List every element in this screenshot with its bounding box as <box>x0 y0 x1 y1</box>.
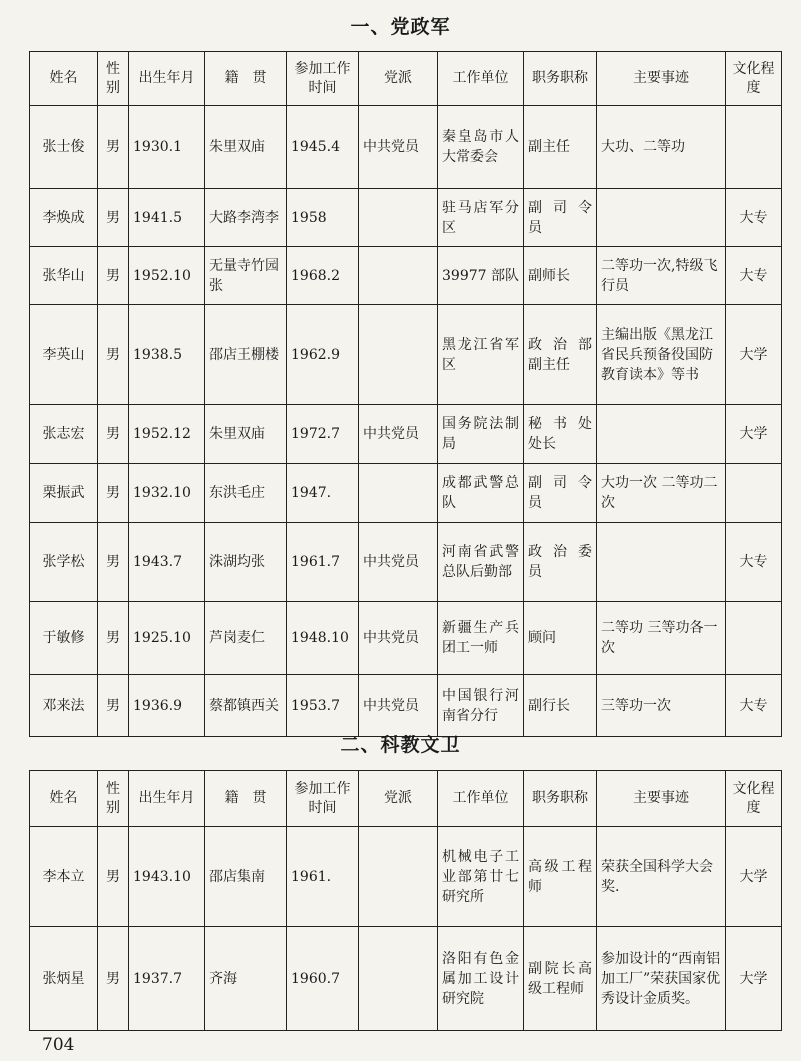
cell-name: 张士俊 <box>30 106 98 189</box>
cell-native-place: 东洪毛庄 <box>205 464 287 523</box>
cell-work-unit: 秦皇岛市人大常委会 <box>438 106 524 189</box>
cell-native-place: 无量寺竹园张 <box>205 247 287 305</box>
cell-native-place: 朱里双庙 <box>205 405 287 464</box>
header-work-unit: 工作单位 <box>438 52 524 106</box>
cell-birth: 1952.10 <box>129 247 205 305</box>
cell-native-place: 蔡都镇西关 <box>205 675 287 737</box>
cell-work-unit: 驻马店军分区 <box>438 189 524 247</box>
cell-achievements <box>597 189 726 247</box>
cell-position: 顾问 <box>524 602 597 675</box>
cell-position: 政 治 部副主任 <box>524 305 597 405</box>
cell-name: 李焕成 <box>30 189 98 247</box>
cell-work-unit: 新疆生产兵团工一师 <box>438 602 524 675</box>
table-party-government-military <box>29 51 782 737</box>
header-work-start: 参加工作时间 <box>287 52 359 106</box>
cell-birth: 1937.7 <box>129 927 205 1031</box>
cell-party: 中共党员 <box>359 405 438 464</box>
cell-education: 大专 <box>726 247 782 305</box>
cell-party <box>359 189 438 247</box>
cell-achievements: 大功、二等功 <box>597 106 726 189</box>
header-position: 职务职称 <box>524 771 597 827</box>
cell-education: 大专 <box>726 675 782 737</box>
cell-name: 李英山 <box>30 305 98 405</box>
cell-work-start: 1961. <box>287 827 359 927</box>
cell-party: 中共党员 <box>359 602 438 675</box>
cell-name: 张华山 <box>30 247 98 305</box>
cell-native-place: 大路李湾李 <box>205 189 287 247</box>
cell-name: 张志宏 <box>30 405 98 464</box>
cell-position: 副行长 <box>524 675 597 737</box>
header-position: 职务职称 <box>524 52 597 106</box>
table-body <box>30 827 782 1031</box>
cell-birth: 1943.10 <box>129 827 205 927</box>
cell-work-start: 1958 <box>287 189 359 247</box>
header-work-unit: 工作单位 <box>438 771 524 827</box>
cell-sex: 男 <box>98 675 129 737</box>
cell-sex: 男 <box>98 405 129 464</box>
cell-work-unit: 成都武警总队 <box>438 464 524 523</box>
cell-work-start: 1968.2 <box>287 247 359 305</box>
cell-position: 副 司 令员 <box>524 464 597 523</box>
table-body <box>30 106 782 737</box>
cell-work-unit: 39977 部队 <box>438 247 524 305</box>
cell-work-start: 1961.7 <box>287 523 359 602</box>
header-education: 文化程度 <box>726 52 782 106</box>
table-row <box>30 675 782 737</box>
page-number: 704 <box>42 1035 75 1055</box>
header-achievements: 主要事迹 <box>597 771 726 827</box>
cell-work-start: 1953.7 <box>287 675 359 737</box>
header-name: 姓名 <box>30 771 98 827</box>
table-row <box>30 106 782 189</box>
cell-education: 大学 <box>726 305 782 405</box>
cell-position: 副院长高级工程师 <box>524 927 597 1031</box>
cell-birth: 1952.12 <box>129 405 205 464</box>
cell-native-place: 朱里双庙 <box>205 106 287 189</box>
cell-work-unit: 黑龙江省军区 <box>438 305 524 405</box>
cell-achievements: 主编出版《黑龙江省民兵预备役国防教育读本》等书 <box>597 305 726 405</box>
header-sex: 性别 <box>98 52 129 106</box>
table-row <box>30 189 782 247</box>
cell-work-start: 1962.9 <box>287 305 359 405</box>
cell-position: 政 治 委员 <box>524 523 597 602</box>
header-achievements: 主要事迹 <box>597 52 726 106</box>
header-education: 文化程度 <box>726 771 782 827</box>
cell-work-unit: 中国银行河南省分行 <box>438 675 524 737</box>
cell-work-unit: 河南省武警总队后勤部 <box>438 523 524 602</box>
cell-sex: 男 <box>98 523 129 602</box>
cell-native-place: 邵店集南 <box>205 827 287 927</box>
cell-birth: 1943.7 <box>129 523 205 602</box>
cell-achievements <box>597 405 726 464</box>
cell-work-start: 1945.4 <box>287 106 359 189</box>
cell-name: 张学松 <box>30 523 98 602</box>
header-sex: 性别 <box>98 771 129 827</box>
cell-achievements <box>597 523 726 602</box>
cell-achievements: 大功一次 二等功二次 <box>597 464 726 523</box>
cell-party: 中共党员 <box>359 106 438 189</box>
header-native-place: 籍 贯 <box>205 52 287 106</box>
cell-sex: 男 <box>98 602 129 675</box>
cell-work-unit: 洛阳有色金属加工设计研究院 <box>438 927 524 1031</box>
cell-native-place: 芦岗麦仁 <box>205 602 287 675</box>
table-row <box>30 523 782 602</box>
header-work-start: 参加工作时间 <box>287 771 359 827</box>
cell-work-start: 1948.10 <box>287 602 359 675</box>
table-row <box>30 305 782 405</box>
table-row <box>30 464 782 523</box>
table-row <box>30 247 782 305</box>
header-name: 姓名 <box>30 52 98 106</box>
cell-birth: 1938.5 <box>129 305 205 405</box>
cell-education: 大学 <box>726 927 782 1031</box>
cell-sex: 男 <box>98 247 129 305</box>
cell-native-place: 邵店王棚楼 <box>205 305 287 405</box>
cell-work-unit: 国务院法制局 <box>438 405 524 464</box>
cell-position: 副师长 <box>524 247 597 305</box>
cell-position: 副主任 <box>524 106 597 189</box>
table-row <box>30 405 782 464</box>
cell-birth: 1930.1 <box>129 106 205 189</box>
cell-party <box>359 827 438 927</box>
table-row <box>30 602 782 675</box>
header-party: 党派 <box>359 771 438 827</box>
cell-name: 李本立 <box>30 827 98 927</box>
cell-education <box>726 602 782 675</box>
table-science-education-culture-health <box>29 770 782 1031</box>
cell-name: 栗振武 <box>30 464 98 523</box>
cell-sex: 男 <box>98 106 129 189</box>
cell-work-start: 1972.7 <box>287 405 359 464</box>
header-native-place: 籍 贯 <box>205 771 287 827</box>
cell-name: 于敏修 <box>30 602 98 675</box>
cell-position: 副 司 令员 <box>524 189 597 247</box>
table-row <box>30 827 782 927</box>
cell-sex: 男 <box>98 464 129 523</box>
cell-education: 大专 <box>726 523 782 602</box>
section-title-1: 一、党政军 <box>350 16 451 38</box>
cell-work-start: 1960.7 <box>287 927 359 1031</box>
header-party: 党派 <box>359 52 438 106</box>
cell-name: 邓来法 <box>30 675 98 737</box>
cell-birth: 1932.10 <box>129 464 205 523</box>
cell-sex: 男 <box>98 189 129 247</box>
cell-party <box>359 247 438 305</box>
cell-position: 高级工程师 <box>524 827 597 927</box>
cell-name: 张炳星 <box>30 927 98 1031</box>
cell-party: 中共党员 <box>359 523 438 602</box>
cell-party: 中共党员 <box>359 675 438 737</box>
header-birth: 出生年月 <box>129 771 205 827</box>
cell-party <box>359 464 438 523</box>
cell-education: 大专 <box>726 189 782 247</box>
header-birth: 出生年月 <box>129 52 205 106</box>
cell-achievements: 二等功 三等功各一次 <box>597 602 726 675</box>
cell-sex: 男 <box>98 305 129 405</box>
cell-native-place: 洙湖均张 <box>205 523 287 602</box>
cell-position: 秘 书 处处长 <box>524 405 597 464</box>
cell-achievements: 二等功一次,特级飞行员 <box>597 247 726 305</box>
cell-birth: 1936.9 <box>129 675 205 737</box>
cell-education: 大学 <box>726 405 782 464</box>
cell-sex: 男 <box>98 927 129 1031</box>
cell-party <box>359 305 438 405</box>
cell-work-unit: 机械电子工业部第廿七研究所 <box>438 827 524 927</box>
cell-achievements: 荣获全国科学大会奖. <box>597 827 726 927</box>
cell-party <box>359 927 438 1031</box>
cell-work-start: 1947. <box>287 464 359 523</box>
cell-education: 大学 <box>726 827 782 927</box>
cell-achievements: 三等功一次 <box>597 675 726 737</box>
cell-education <box>726 464 782 523</box>
section-title-2: 二、科教文卫 <box>340 734 461 756</box>
cell-birth: 1925.10 <box>129 602 205 675</box>
cell-sex: 男 <box>98 827 129 927</box>
table-header-row <box>30 771 782 827</box>
cell-education <box>726 106 782 189</box>
table-row <box>30 927 782 1031</box>
table-header-row <box>30 52 782 106</box>
cell-birth: 1941.5 <box>129 189 205 247</box>
cell-native-place: 齐海 <box>205 927 287 1031</box>
cell-achievements: 参加设计的“西南铝加工厂”荣获国家优秀设计金质奖。 <box>597 927 726 1031</box>
